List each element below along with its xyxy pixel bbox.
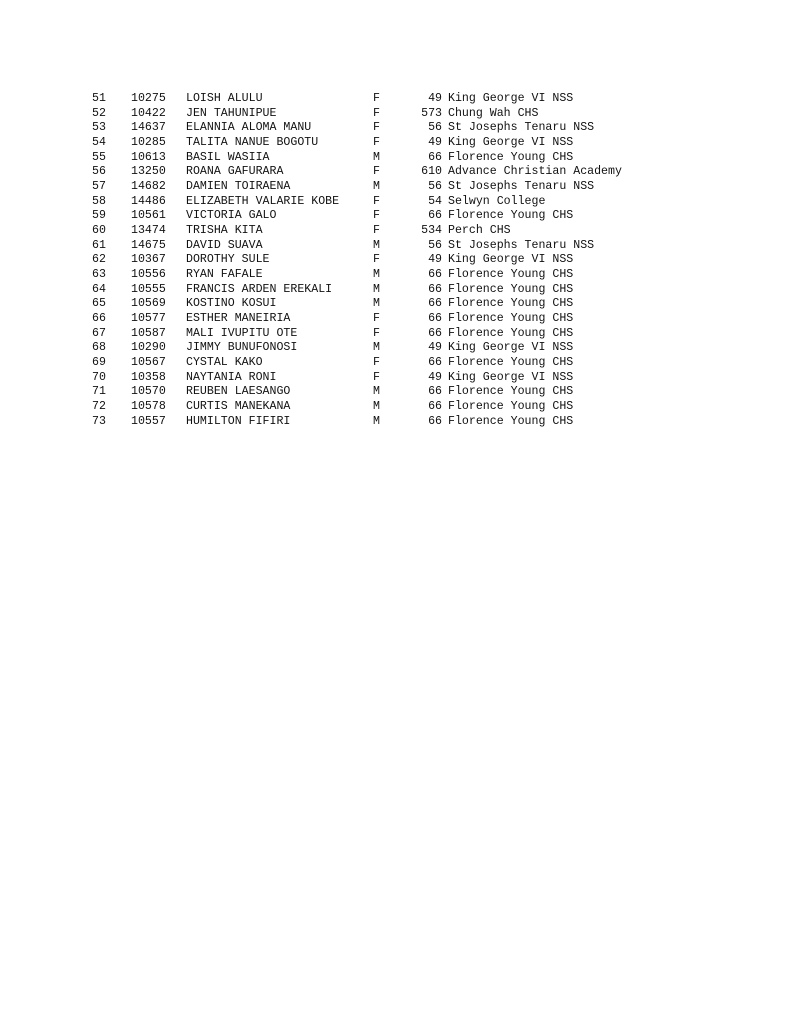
sex-cell: F <box>373 136 380 150</box>
school-name-cell: Selwyn College <box>448 194 546 208</box>
student-name-cell: JEN TAHUNIPUE <box>186 106 277 120</box>
school-name-cell: Florence Young CHS <box>448 312 574 326</box>
rank-cell: 69 <box>92 356 106 370</box>
sex-cell: F <box>373 253 380 267</box>
rank-cell: 62 <box>92 253 106 267</box>
rank-cell: 56 <box>92 165 106 179</box>
rank-cell: 73 <box>92 414 106 428</box>
sex-cell: M <box>373 414 380 428</box>
student-id-cell: 14486 <box>131 194 166 208</box>
table-row <box>92 327 652 342</box>
rank-cell: 68 <box>92 341 106 355</box>
student-name-cell: CURTIS MANEKANA <box>186 400 291 414</box>
student-name-cell: RYAN FAFALE <box>186 268 263 282</box>
school-code-cell: 66 <box>428 150 442 164</box>
rank-cell: 65 <box>92 297 106 311</box>
table-row <box>92 239 652 254</box>
student-id-cell: 10367 <box>131 253 166 267</box>
student-name-cell: REUBEN LAESANGO <box>186 385 291 399</box>
student-id-cell: 10569 <box>131 297 166 311</box>
table-row <box>92 415 652 430</box>
school-code-cell: 66 <box>428 326 442 340</box>
table-row <box>92 92 652 107</box>
student-id-cell: 10557 <box>131 414 166 428</box>
sex-cell: F <box>373 194 380 208</box>
school-code-cell: 49 <box>428 253 442 267</box>
student-name-cell: LOISH ALULU <box>186 92 263 105</box>
results-list <box>92 92 652 429</box>
student-id-cell: 13474 <box>131 224 166 238</box>
school-code-cell: 66 <box>428 209 442 223</box>
student-name-cell: FRANCIS ARDEN EREKALI <box>186 282 333 296</box>
student-id-cell: 10422 <box>131 106 166 120</box>
school-code-cell: 49 <box>428 370 442 384</box>
student-name-cell: ROANA GAFURARA <box>186 165 284 179</box>
school-code-cell: 49 <box>428 92 442 105</box>
sex-cell: F <box>373 356 380 370</box>
school-code-cell: 66 <box>428 297 442 311</box>
rank-cell: 67 <box>92 326 106 340</box>
rank-cell: 61 <box>92 238 106 252</box>
sex-cell: M <box>373 150 380 164</box>
table-row <box>92 371 652 386</box>
school-code-cell: 66 <box>428 356 442 370</box>
student-id-cell: 10578 <box>131 400 166 414</box>
rank-cell: 57 <box>92 180 106 194</box>
student-id-cell: 10555 <box>131 282 166 296</box>
school-name-cell: St Josephs Tenaru NSS <box>448 180 595 194</box>
school-name-cell: King George VI NSS <box>448 253 574 267</box>
student-id-cell: 10561 <box>131 209 166 223</box>
rank-cell: 71 <box>92 385 106 399</box>
rank-cell: 64 <box>92 282 106 296</box>
table-row <box>92 283 652 298</box>
sex-cell: F <box>373 370 380 384</box>
student-name-cell: BASIL WASIIA <box>186 150 270 164</box>
school-name-cell: Florence Young CHS <box>448 209 574 223</box>
rank-cell: 60 <box>92 224 106 238</box>
school-name-cell: Florence Young CHS <box>448 297 574 311</box>
table-row <box>92 165 652 180</box>
rank-cell: 66 <box>92 312 106 326</box>
school-name-cell: St Josephs Tenaru NSS <box>448 121 595 135</box>
table-row <box>92 195 652 210</box>
sex-cell: F <box>373 312 380 326</box>
sex-cell: M <box>373 268 380 282</box>
rank-cell: 54 <box>92 136 106 150</box>
sex-cell: M <box>373 400 380 414</box>
school-name-cell: Florence Young CHS <box>448 414 574 428</box>
student-name-cell: ELANNIA ALOMA MANU <box>186 121 312 135</box>
student-name-cell: TALITA NANUE BOGOTU <box>186 136 319 150</box>
sex-cell: F <box>373 106 380 120</box>
rank-cell: 53 <box>92 121 106 135</box>
sex-cell: F <box>373 92 380 105</box>
table-row <box>92 385 652 400</box>
school-name-cell: Florence Young CHS <box>448 326 574 340</box>
school-name-cell: Florence Young CHS <box>448 385 574 399</box>
rank-cell: 51 <box>92 92 106 105</box>
student-id-cell: 10275 <box>131 92 166 105</box>
student-name-cell: DOROTHY SULE <box>186 253 270 267</box>
table-row <box>92 341 652 356</box>
student-name-cell: TRISHA KITA <box>186 224 263 238</box>
student-name-cell: JIMMY BUNUFONOSI <box>186 341 298 355</box>
school-code-cell: 56 <box>428 238 442 252</box>
table-row <box>92 136 652 151</box>
table-row <box>92 209 652 224</box>
school-code-cell: 573 <box>421 106 442 120</box>
school-name-cell: King George VI NSS <box>448 341 574 355</box>
student-id-cell: 10285 <box>131 136 166 150</box>
school-name-cell: Florence Young CHS <box>448 400 574 414</box>
school-code-cell: 49 <box>428 136 442 150</box>
sex-cell: M <box>373 180 380 194</box>
school-code-cell: 66 <box>428 400 442 414</box>
school-name-cell: Chung Wah CHS <box>448 106 539 120</box>
table-row <box>92 180 652 195</box>
sex-cell: M <box>373 297 380 311</box>
school-code-cell: 56 <box>428 121 442 135</box>
school-code-cell: 66 <box>428 385 442 399</box>
student-name-cell: DAVID SUAVA <box>186 238 263 252</box>
table-row <box>92 297 652 312</box>
table-row <box>92 224 652 239</box>
sex-cell: M <box>373 385 380 399</box>
student-name-cell: NAYTANIA RONI <box>186 370 277 384</box>
student-id-cell: 14682 <box>131 180 166 194</box>
sex-cell: M <box>373 341 380 355</box>
sex-cell: F <box>373 165 380 179</box>
student-name-cell: CYSTAL KAKO <box>186 356 263 370</box>
school-code-cell: 56 <box>428 180 442 194</box>
rank-cell: 55 <box>92 150 106 164</box>
school-name-cell: Florence Young CHS <box>448 356 574 370</box>
student-id-cell: 14637 <box>131 121 166 135</box>
student-id-cell: 10358 <box>131 370 166 384</box>
school-name-cell: King George VI NSS <box>448 92 574 105</box>
student-id-cell: 10570 <box>131 385 166 399</box>
school-name-cell: St Josephs Tenaru NSS <box>448 238 595 252</box>
rank-cell: 72 <box>92 400 106 414</box>
sex-cell: M <box>373 282 380 296</box>
student-name-cell: KOSTINO KOSUI <box>186 297 277 311</box>
student-name-cell: MALI IVUPITU OTE <box>186 326 298 340</box>
school-code-cell: 610 <box>421 165 442 179</box>
sex-cell: F <box>373 224 380 238</box>
student-id-cell: 10567 <box>131 356 166 370</box>
student-name-cell: VICTORIA GALO <box>186 209 277 223</box>
school-name-cell: Florence Young CHS <box>448 150 574 164</box>
rank-cell: 52 <box>92 106 106 120</box>
sex-cell: F <box>373 209 380 223</box>
student-id-cell: 10613 <box>131 150 166 164</box>
school-code-cell: 66 <box>428 268 442 282</box>
sex-cell: F <box>373 326 380 340</box>
school-name-cell: King George VI NSS <box>448 370 574 384</box>
student-id-cell: 13250 <box>131 165 166 179</box>
student-name-cell: DAMIEN TOIRAENA <box>186 180 291 194</box>
student-name-cell: HUMILTON FIFIRI <box>186 414 291 428</box>
sex-cell: M <box>373 238 380 252</box>
school-name-cell: Florence Young CHS <box>448 282 574 296</box>
school-name-cell: Advance Christian Academy <box>448 165 622 179</box>
school-code-cell: 534 <box>421 224 442 238</box>
student-name-cell: ELIZABETH VALARIE KOBE <box>186 194 340 208</box>
student-id-cell: 10577 <box>131 312 166 326</box>
school-code-cell: 49 <box>428 341 442 355</box>
student-id-cell: 10556 <box>131 268 166 282</box>
table-row <box>92 356 652 371</box>
table-row <box>92 268 652 283</box>
table-row <box>92 151 652 166</box>
school-code-cell: 54 <box>428 194 442 208</box>
table-row <box>92 253 652 268</box>
student-name-cell: ESTHER MANEIRIA <box>186 312 291 326</box>
school-name-cell: Florence Young CHS <box>448 268 574 282</box>
student-id-cell: 14675 <box>131 238 166 252</box>
rank-cell: 59 <box>92 209 106 223</box>
table-row <box>92 312 652 327</box>
school-code-cell: 66 <box>428 312 442 326</box>
rank-cell: 70 <box>92 370 106 384</box>
student-id-cell: 10290 <box>131 341 166 355</box>
school-name-cell: Perch CHS <box>448 224 511 238</box>
school-code-cell: 66 <box>428 414 442 428</box>
sex-cell: F <box>373 121 380 135</box>
table-row <box>92 107 652 122</box>
table-row <box>92 121 652 136</box>
rank-cell: 58 <box>92 194 106 208</box>
school-name-cell: King George VI NSS <box>448 136 574 150</box>
table-row <box>92 400 652 415</box>
student-id-cell: 10587 <box>131 326 166 340</box>
school-code-cell: 66 <box>428 282 442 296</box>
rank-cell: 63 <box>92 268 106 282</box>
